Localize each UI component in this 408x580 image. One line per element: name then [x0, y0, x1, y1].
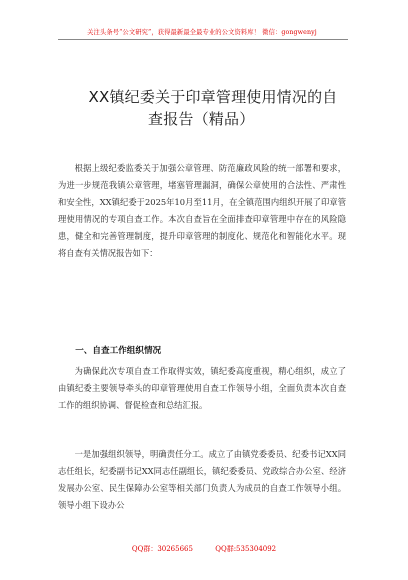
- section-1-paragraph-2: 一是加强组织领导，明确责任分工。成立了由镇党委委员、纪委书记XX同志任组长，纪委副书记XX同志任副组长，镇纪委委员、党政综合办公室、经济发展办公室、民生保障办公室等相关部门负责人为成员的自查工作领导小组。领导小组下设办公: [58, 449, 346, 511]
- intro-paragraph: 根据上级纪委监委关于加强公章管理、防范廉政风险的统一部署和要求，为进一步规范我镇公章管理，堵塞管理漏洞，确保公章使用的合法性、严肃性和安全性，XX镇纪委于2025年10月至11月，在全镇范围内组织开展了印章管理使用情况的专项自查工作。本次自查旨在全面排查印章管理中存在的风险隐患，健全和完善管理制度，提升印章管理的制度化、规范化和智能化水平。现将自查有关情况报告如下：: [58, 163, 346, 259]
- section-1-paragraph-1: 为确保此次专项自查工作取得实效，镇纪委高度重视，精心组织，成立了由镇纪委主要领导牵头的印章管理使用自查工作领导小组，全面负责本次自查工作的组织协调、督促检查和总结汇报。: [58, 366, 346, 411]
- document-title-line-1: XX镇纪委关于印章管理使用情况的自: [88, 88, 338, 106]
- footer-qq-group-2: QQ群:535304092: [215, 545, 277, 553]
- document-title-line-2: 查报告（精品）: [148, 110, 255, 128]
- header-divider: [58, 39, 348, 40]
- footer-contact: [0, 544, 408, 554]
- footer-qq-group-1: QQ群：30265665: [131, 545, 193, 553]
- header-banner: 关注头条号“公文研究”，获得最新最全最专业的公文资料库！ 微信：gongwenyj: [87, 29, 317, 36]
- document-title: [58, 86, 358, 130]
- section-heading-1: 一、自查工作组织情况: [75, 346, 162, 356]
